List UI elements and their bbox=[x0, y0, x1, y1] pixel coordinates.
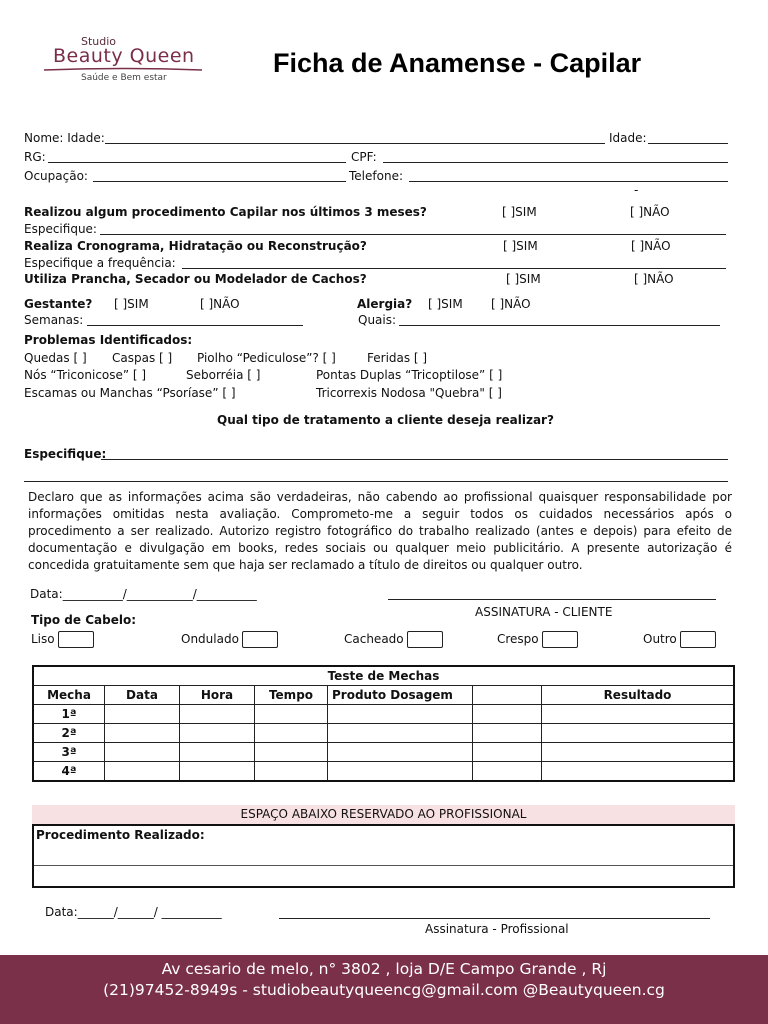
strand-test-title: Teste de Mechas bbox=[33, 666, 734, 686]
logo-studio-text: Studio bbox=[81, 35, 117, 48]
q3-yes-checkbox[interactable]: [ ]SIM bbox=[506, 272, 541, 286]
treatment-specify-label: Especifique: bbox=[24, 447, 107, 461]
hair-cacheado-box[interactable] bbox=[407, 631, 443, 648]
col-header-produto: Produto Dosagem bbox=[328, 686, 473, 705]
allergy-label: Alergia? bbox=[357, 297, 413, 311]
table-cell[interactable] bbox=[473, 724, 542, 743]
table-cell[interactable] bbox=[328, 762, 473, 782]
allergy-no-checkbox[interactable]: [ ]NÃO bbox=[491, 297, 531, 311]
table-cell[interactable] bbox=[180, 743, 255, 762]
problem-seborreia-checkbox[interactable]: Seborréia [ ] bbox=[186, 368, 261, 382]
problem-piolho-checkbox[interactable]: Piolho “Pediculose”? [ ] bbox=[197, 351, 336, 365]
table-cell[interactable] bbox=[105, 705, 180, 724]
table-row bbox=[33, 743, 734, 762]
hair-crespo-option[interactable] bbox=[497, 631, 578, 648]
client-date-field[interactable]: Data:__________/___________/__________ bbox=[30, 587, 257, 601]
problem-caspas-checkbox[interactable]: Caspas [ ] bbox=[112, 351, 173, 365]
name-field[interactable] bbox=[105, 143, 605, 144]
q3-no-checkbox[interactable]: [ ]NÃO bbox=[634, 272, 674, 286]
occupation-field[interactable] bbox=[93, 181, 346, 182]
table-cell[interactable] bbox=[542, 724, 735, 743]
table-cell[interactable] bbox=[180, 705, 255, 724]
row-label: 2ª bbox=[33, 724, 105, 743]
q1-specify-field[interactable] bbox=[100, 234, 726, 235]
name-label: Nome: Idade: bbox=[24, 131, 105, 145]
age-label: Idade: bbox=[609, 131, 647, 145]
table-header-row bbox=[33, 686, 734, 705]
footer-bar bbox=[0, 955, 768, 1024]
hair-type-title: Tipo de Cabelo: bbox=[31, 613, 137, 627]
footer-contact: (21)97452-8949s - studiobeautyqueencg@gmail.com @Beautyqueen.cg bbox=[103, 981, 665, 999]
hair-ondulado-option[interactable] bbox=[181, 631, 278, 648]
treatment-specify-field[interactable] bbox=[101, 459, 728, 460]
row-label: 4ª bbox=[33, 762, 105, 782]
col-header-blank bbox=[473, 686, 542, 705]
col-header-tempo: Tempo bbox=[255, 686, 328, 705]
table-cell[interactable] bbox=[473, 743, 542, 762]
q2-frequency-field[interactable] bbox=[182, 268, 726, 269]
col-header-hora: Hora bbox=[180, 686, 255, 705]
q2-frequency-label: Especifique a frequência: bbox=[24, 256, 176, 270]
question-recent-procedure: Realizou algum procedimento Capilar nos últimos 3 meses? bbox=[24, 205, 427, 219]
problem-pontas-checkbox[interactable]: Pontas Duplas “Tricoptilose” [ ] bbox=[316, 368, 503, 382]
hair-outro-box[interactable] bbox=[680, 631, 716, 648]
age-field[interactable] bbox=[648, 143, 728, 144]
col-header-resultado: Resultado bbox=[542, 686, 735, 705]
q1-no-checkbox[interactable]: [ ]NÃO bbox=[630, 205, 670, 219]
procedure-box[interactable] bbox=[32, 824, 735, 888]
table-cell[interactable] bbox=[255, 724, 328, 743]
col-header-mecha: Mecha bbox=[33, 686, 105, 705]
footer-address: Av cesario de melo, n° 3802 , loja D/E Campo Grande , Rj bbox=[161, 960, 607, 978]
question-routine: Realiza Cronograma, Hidratação ou Reconstrução? bbox=[24, 239, 367, 253]
table-cell[interactable] bbox=[105, 724, 180, 743]
hair-crespo-box[interactable] bbox=[542, 631, 578, 648]
hair-crespo-label: Crespo bbox=[497, 632, 539, 646]
procedure-divider bbox=[34, 865, 733, 866]
logo-tagline: Saúde e Bem estar bbox=[81, 73, 167, 83]
table-row bbox=[33, 724, 734, 743]
table-cell[interactable] bbox=[105, 762, 180, 782]
table-cell[interactable] bbox=[473, 705, 542, 724]
hair-ondulado-label: Ondulado bbox=[181, 632, 239, 646]
page-title: Ficha de Anamense - Capilar bbox=[273, 48, 642, 78]
client-signature-label: ASSINATURA - CLIENTE bbox=[475, 605, 613, 619]
table-cell[interactable] bbox=[255, 743, 328, 762]
table-cell[interactable] bbox=[542, 743, 735, 762]
cpf-label: CPF: bbox=[351, 150, 377, 164]
phone-field[interactable] bbox=[409, 181, 728, 182]
question-heat-tools: Utiliza Prancha, Secador ou Modelador de Cachos? bbox=[24, 272, 367, 286]
q1-yes-checkbox[interactable]: [ ]SIM bbox=[502, 205, 537, 219]
strand-test-table bbox=[32, 665, 735, 782]
procedure-label: Procedimento Realizado: bbox=[36, 828, 205, 842]
hair-outro-option[interactable] bbox=[643, 631, 716, 648]
pregnant-label: Gestante? bbox=[24, 297, 93, 311]
professional-signature-label: Assinatura - Profissional bbox=[425, 922, 569, 936]
table-cell[interactable] bbox=[255, 762, 328, 782]
table-cell[interactable] bbox=[105, 743, 180, 762]
hair-cacheado-option[interactable] bbox=[344, 631, 443, 648]
hair-liso-label: Liso bbox=[31, 632, 55, 646]
hair-ondulado-box[interactable] bbox=[242, 631, 278, 648]
problems-title: Problemas Identificados: bbox=[24, 333, 193, 347]
which-label: Quais: bbox=[358, 313, 397, 327]
problem-tricorrexis-checkbox[interactable]: Tricorrexis Nodosa "Quebra" [ ] bbox=[316, 386, 502, 400]
occupation-label: Ocupação: bbox=[24, 169, 88, 183]
problem-escamas-checkbox[interactable]: Escamas ou Manchas “Psoríase” [ ] bbox=[24, 386, 236, 400]
q2-no-checkbox[interactable]: [ ]NÃO bbox=[631, 239, 671, 253]
hair-liso-box[interactable] bbox=[58, 631, 94, 648]
col-header-data: Data bbox=[105, 686, 180, 705]
professional-signature-line[interactable] bbox=[279, 918, 710, 919]
professional-section-bar: ESPAÇO ABAIXO RESERVADO AO PROFISSIONAL bbox=[32, 805, 735, 824]
table-cell[interactable] bbox=[328, 724, 473, 743]
hair-cacheado-label: Cacheado bbox=[344, 632, 404, 646]
table-cell[interactable] bbox=[328, 743, 473, 762]
table-cell[interactable] bbox=[180, 762, 255, 782]
hair-outro-label: Outro bbox=[643, 632, 677, 646]
rg-label: RG: bbox=[24, 150, 46, 164]
declaration-text: Declaro que as informações acima são verdadeiras, não cabendo ao profissional quaisquer responsabilidade por informações omitidas nesta avaliação. Comprometo-me a seguir todos os cuidados necessários após o procedimento a ser realizado. Autorizo registro fotográfico do trabalho realizado (antes e depois) para efeito de documentação e divulgação em books, redes sociais ou qualquer meio publicitário. A presente autorização é concedida gratuitamente sem que haja ser reclamado a título de direitos ou qualquer outro. bbox=[28, 490, 732, 572]
row-label: 1ª bbox=[33, 705, 105, 724]
problem-feridas-checkbox[interactable]: Feridas [ ] bbox=[367, 351, 428, 365]
table-title-row bbox=[33, 666, 734, 686]
table-cell[interactable] bbox=[328, 705, 473, 724]
phone-label: Telefone: bbox=[349, 169, 403, 183]
professional-date-field[interactable]: Data:______/______/ __________ bbox=[45, 905, 222, 919]
which-field[interactable] bbox=[399, 325, 720, 326]
table-cell[interactable] bbox=[542, 762, 735, 782]
dash-mark: - bbox=[634, 183, 639, 197]
treatment-specify-field-2[interactable] bbox=[24, 481, 728, 482]
table-cell[interactable] bbox=[473, 762, 542, 782]
treatment-question: Qual tipo de tratamento a cliente deseja realizar? bbox=[217, 413, 554, 427]
table-row bbox=[33, 762, 734, 782]
weeks-label: Semanas: bbox=[24, 313, 84, 327]
weeks-field[interactable] bbox=[87, 325, 303, 326]
hair-liso-option[interactable] bbox=[31, 631, 94, 648]
table-cell[interactable] bbox=[542, 705, 735, 724]
row-label: 3ª bbox=[33, 743, 105, 762]
q1-specify-label: Especifique: bbox=[24, 222, 97, 236]
table-cell[interactable] bbox=[255, 705, 328, 724]
table-cell[interactable] bbox=[180, 724, 255, 743]
client-signature-line[interactable] bbox=[388, 599, 716, 600]
allergy-yes-checkbox[interactable]: [ ]SIM bbox=[428, 297, 463, 311]
pregnant-no-checkbox[interactable]: [ ]NÃO bbox=[200, 297, 240, 311]
problem-nos-checkbox[interactable]: Nós “Triconicose” [ ] bbox=[24, 368, 147, 382]
cpf-field[interactable] bbox=[383, 162, 728, 163]
q2-yes-checkbox[interactable]: [ ]SIM bbox=[503, 239, 538, 253]
logo-brand-name: Beauty Queen bbox=[53, 45, 195, 67]
table-row bbox=[33, 705, 734, 724]
pregnant-yes-checkbox[interactable]: [ ]SIM bbox=[114, 297, 149, 311]
problem-quedas-checkbox[interactable]: Quedas [ ] bbox=[24, 351, 87, 365]
rg-field[interactable] bbox=[48, 162, 346, 163]
